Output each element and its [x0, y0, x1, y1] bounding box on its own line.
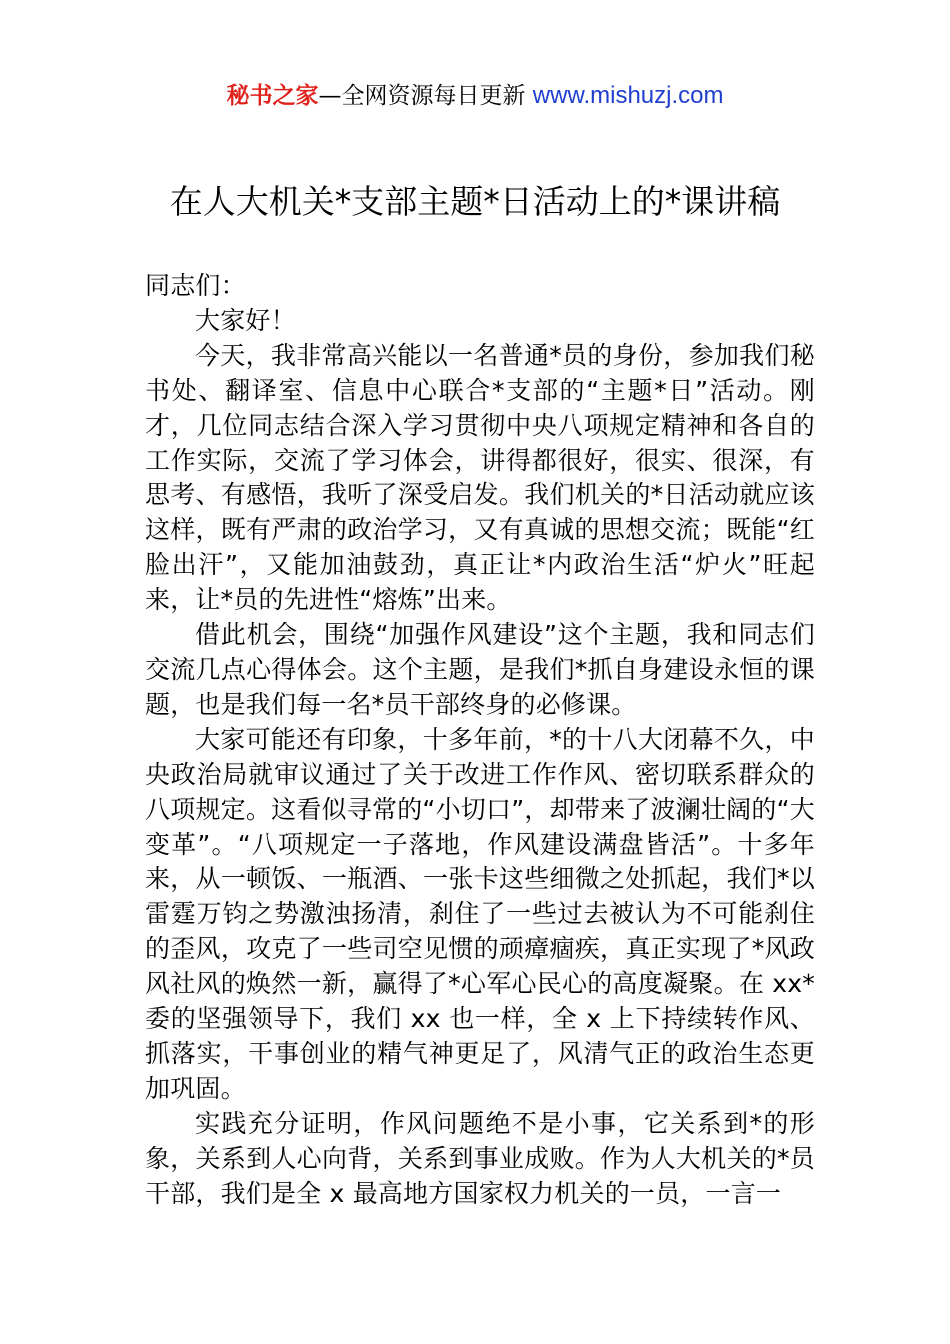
paragraph: 实践充分证明，作风问题绝不是小事，它关系到*的形象，关系到人心向背，关系到事业成败。作为人大机关的*员干部，我们是全 x 最高地方国家权力机关的一员，一言一: [145, 1108, 815, 1208]
salutation: 同志们：: [145, 271, 246, 300]
document-body: [145, 269, 815, 1211]
site-tagline: —全网资源每日更新: [318, 83, 533, 109]
paragraph: 大家可能还有印象，十多年前，*的十八大闭幕不久，中央政治局就审议通过了关于改进工作作风、密切联系群众的八项规定。这看似寻常的“小切口”，却带来了波澜壮阔的“大变革”。“八项规定一子落地，作风建设满盘皆活”。十多年来，从一顿饭、一瓶酒、一张卡这些细微之处抓起，我们*以雷霆万钧之势激浊扬清，刹住了一些过去被认为不可能刹住的歪风，攻克了一些司空见惯的顽瘴痼疾，真正实现了*风政风社风的焕然一新，赢得了*心军心民心的高度凝聚。在 xx*委的坚强领导下，我们 xx 也一样，全 x 上下持续转作风、抓落实，干事创业的精气神更足了，风清气正的政治生态更加巩固。: [145, 724, 815, 1103]
site-url-link[interactable]: www.mishuzj.com: [532, 82, 724, 109]
paragraph: 今天，我非常高兴能以一名普通*员的身份，参加我们秘书处、翻译室、信息中心联合*支部的“主题*日”活动。刚才，几位同志结合深入学习贯彻中央八项规定精神和各自的工作实际，交流了学习体会，讲得都很好，很实、很深，有思考、有感悟，我听了深受启发。我们机关的*日活动就应该这样，既有严肃的政治学习，又有真诚的思想交流；既能“红脸出汗”，又能加油鼓劲，真正让*内政治生活“炉火”旺起来，让*员的先进性“熔炼”出来。: [145, 340, 815, 615]
site-brand: 秘书之家: [226, 83, 319, 109]
paragraph: 大家好！: [195, 305, 296, 335]
document-title: 在人大机关*支部主题*日活动上的*课讲稿: [169, 182, 781, 221]
paragraph: 借此机会，围绕“加强作风建设”这个主题，我和同志们交流几点心得体会。这个主题，是我们*抓自身建设永恒的课题，也是我们每一名*员干部终身的必修课。: [145, 620, 815, 719]
site-header: [0, 80, 950, 112]
